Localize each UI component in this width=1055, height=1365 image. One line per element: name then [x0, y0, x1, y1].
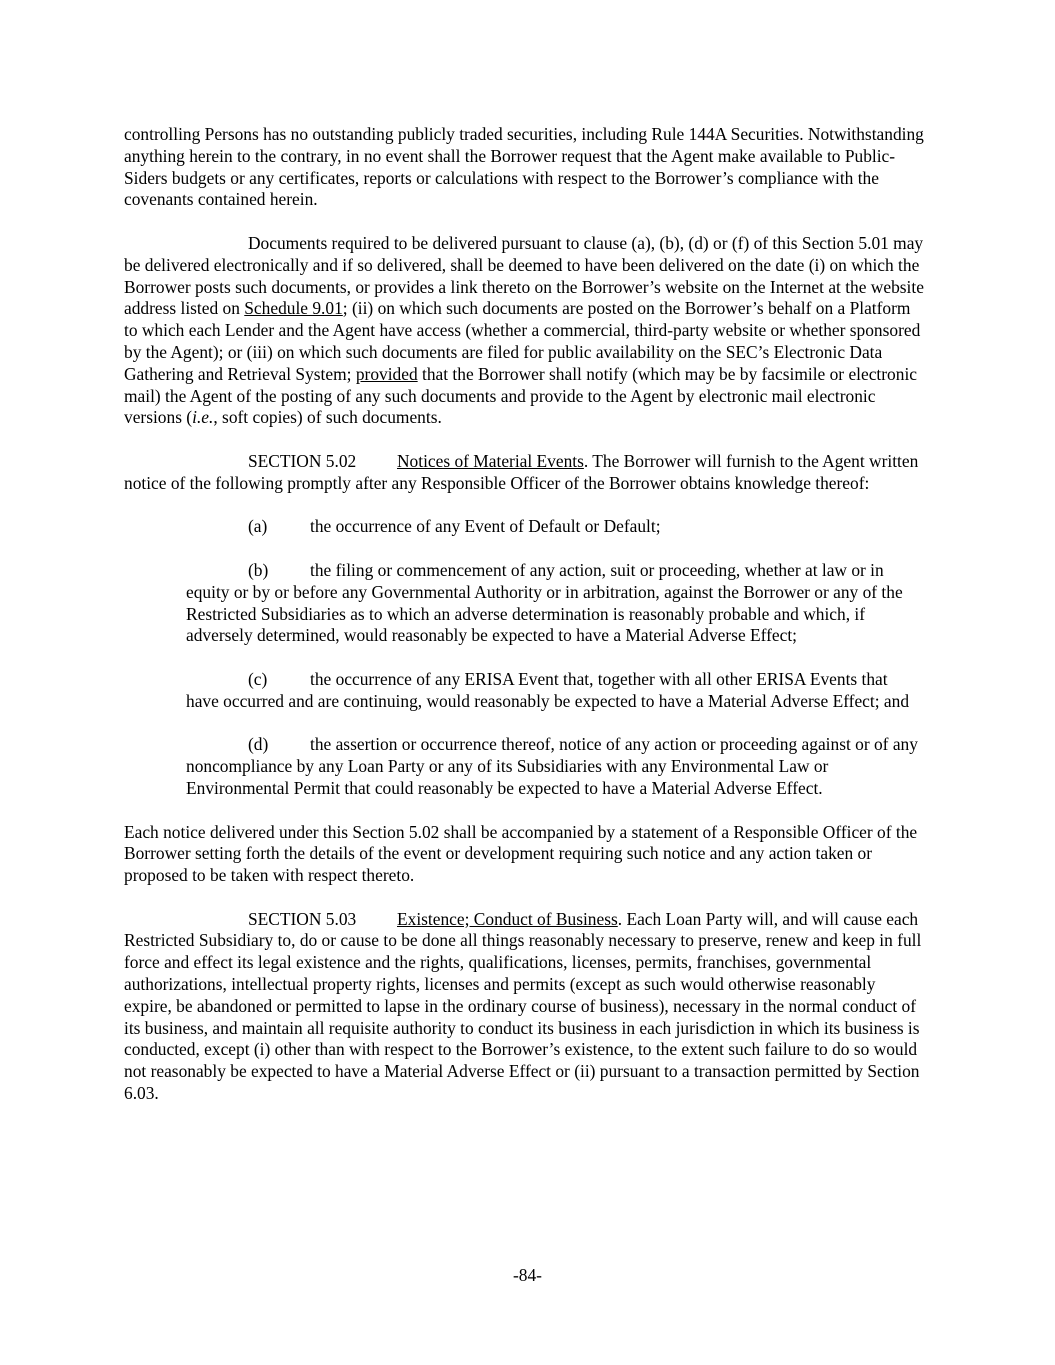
- list-item-c-label: (c): [248, 668, 268, 689]
- page-number: -84-: [513, 1265, 542, 1285]
- ie-abbreviation: i.e.: [192, 407, 214, 428]
- document-page: [124, 124, 924, 1105]
- list-item-d-text: the assertion or occurrence thereof, notice of any action or proceeding against or of any noncompliance by any Loan Party or any of its Subsidiaries with any Environmental Law or Environmental Permit that could reasonably be expected to have a Material Adverse Effect.: [186, 734, 918, 798]
- section-5-03-title: Existence; Conduct of Business: [397, 908, 618, 929]
- paragraph-notice-statement: Each notice delivered under this Section 5.02 shall be accompanied by a statement of a Responsible Officer of the Borrower setting forth the details of the event or development requiring such notice and any action taken or proposed to be taken with respect thereto.: [124, 821, 918, 886]
- list-item-b-text: the filing or commencement of any action, suit or proceeding, whether at law or in equity or by or before any Governmental Authority or in arbitration, against the Borrower or any of the Restricted Subsidiaries as to which an adverse determination is reasonably probable and which, if adversely determined, would reasonably be expected to have a Material Adverse Effect;: [186, 559, 903, 646]
- section-5-02-text: . The Borrower will furnish to the Agent written notice of the following promptly after any Responsible Officer of the Borrower obtains knowledge thereof:: [124, 450, 919, 493]
- list-item-a-label: (a): [248, 516, 268, 537]
- electronic-delivery-text-3: that the Borrower shall notify (which may be by facsimile or electronic mail) the Agent of the posting of any such documents and provide to the Agent by electronic mail electronic versions (: [124, 363, 917, 428]
- list-item-a-text: the occurrence of any Event of Default or Default;: [310, 516, 661, 537]
- list-item-c: [124, 669, 924, 713]
- provided-term: provided: [355, 363, 418, 384]
- list-item-b-label: (b): [248, 559, 269, 580]
- section-5-03-number: SECTION 5.03: [248, 908, 357, 929]
- electronic-delivery-text-1: Documents required to be delivered pursuant to clause (a), (b), (d) or (f) of this Section 5.01 may be delivered electronically and if so delivered, shall be deemed to have been delivered on the date (i) on which the Borrower posts such documents, or provides a link thereto on the Borrower’s website on the Internet at the website address listed on: [124, 232, 924, 319]
- section-5-02-title: Notices of Material Events: [397, 450, 584, 471]
- list-item-b: [124, 560, 924, 647]
- section-5-03-text: . Each Loan Party will, and will cause each Restricted Subsidiary to, do or cause to be done all things reasonably necessary to preserve, renew and keep in full force and effect its legal existence and the rights, qualifications, licenses, permits, franchises, governmental authorizations, intellectual property rights, licenses and permits (except as such would otherwise reasonably expire, be abandoned or permitted to lapse in the ordinary course of business), necessary in the normal conduct of its business, and maintain all requisite authority to conduct its business in each jurisdiction in which its business is conducted, except (i) other than with respect to the Borrower’s existence, to the extent such failure to do so would not reasonably be expected to have a Material Adverse Effect or (ii) pursuant to a transaction permitted by Section 6.03.: [124, 908, 922, 1104]
- paragraph-controlling-persons: controlling Persons has no outstanding publicly traded securities, including Rule 144A Securities. Notwithstanding anything herein to the contrary, in no event shall the Borrower request that the Agent make available to Public-Siders budgets or any certificates, reports or calculations with respect to the Borrower’s compliance with the covenants contained herein.: [124, 124, 924, 210]
- electronic-delivery-text-4: , soft copies) of such documents.: [213, 407, 442, 428]
- section-5-03-paragraph: [124, 909, 924, 1105]
- electronic-delivery-text-2: ; (ii) on which such documents are posted on the Borrower’s behalf on a Platform to which each Lender and the Agent have access (whether a commercial, third-party website or whether sponsored by the Agent); or (iii) on which such documents are filed for public availability on the SEC’s Electronic Data Gathering and Retrieval System;: [124, 298, 921, 384]
- schedule-9-01-reference: Schedule 9.01: [244, 298, 343, 319]
- section-5-02-paragraph: [124, 451, 924, 495]
- list-item-a: [124, 516, 924, 538]
- section-5-02-number: SECTION 5.02: [248, 450, 357, 471]
- list-item-d: [124, 734, 924, 799]
- list-item-c-text: the occurrence of any ERISA Event that, together with all other ERISA Events that have occurred and are continuing, would reasonably be expected to have a Material Adverse Effect; and: [186, 668, 910, 711]
- paragraph-electronic-delivery: [124, 233, 924, 429]
- list-item-d-label: (d): [248, 734, 269, 755]
